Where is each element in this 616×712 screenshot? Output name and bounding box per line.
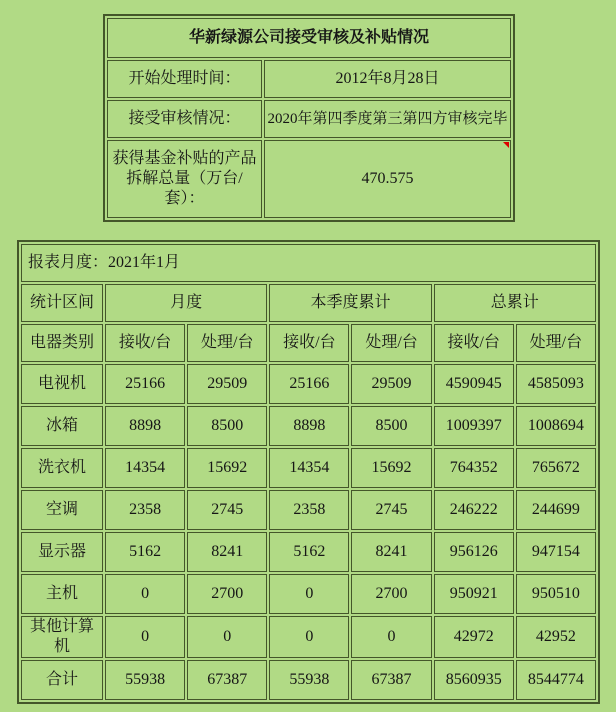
value-cell: 5162 (105, 532, 185, 572)
unit-header-col0: 电器类别 (21, 324, 103, 362)
table-row (21, 532, 596, 572)
table-row (21, 406, 596, 446)
value-cell: 1008694 (516, 406, 596, 446)
value-cell: 15692 (351, 448, 431, 488)
value-cell: 0 (105, 616, 185, 658)
value-cell: 15692 (187, 448, 267, 488)
unit-header-cell: 处理/台 (351, 324, 431, 362)
audit-status-label: 接受审核情况： (107, 100, 262, 138)
value-cell: 1009397 (434, 406, 514, 446)
summary-title: 华新绿源公司接受审核及补贴情况 (107, 18, 511, 58)
summary-title-row (107, 18, 511, 58)
category-cell: 其他计算机 (21, 616, 103, 658)
value-cell: 2700 (351, 574, 431, 614)
value-cell: 8898 (105, 406, 185, 446)
value-cell: 950921 (434, 574, 514, 614)
unit-header-cell: 处理/台 (187, 324, 267, 362)
value-cell: 244699 (516, 490, 596, 530)
value-cell: 25166 (105, 364, 185, 404)
category-cell: 显示器 (21, 532, 103, 572)
comment-marker-icon (503, 142, 509, 148)
value-cell: 8898 (269, 406, 349, 446)
start-time-label: 开始处理时间： (107, 60, 262, 98)
report-month-value: 2021年1月 (108, 254, 181, 271)
value-cell: 0 (269, 574, 349, 614)
value-cell: 67387 (187, 660, 267, 700)
value-cell: 55938 (105, 660, 185, 700)
value-cell: 246222 (434, 490, 514, 530)
category-cell: 冰箱 (21, 406, 103, 446)
unit-header-cell: 接收/台 (434, 324, 514, 362)
value-cell: 8544774 (516, 660, 596, 700)
period-header-quarter: 本季度累计 (269, 284, 431, 322)
table-row (21, 574, 596, 614)
report-table (17, 240, 600, 704)
report-month-label: 报表月度： (28, 254, 109, 271)
period-header-month: 月度 (105, 284, 267, 322)
unit-header-cell: 处理/台 (516, 324, 596, 362)
period-header-total: 总累计 (434, 284, 596, 322)
value-cell: 2745 (351, 490, 431, 530)
category-cell: 合计 (21, 660, 103, 700)
value-cell: 950510 (516, 574, 596, 614)
unit-header-row (21, 324, 596, 362)
value-cell: 2745 (187, 490, 267, 530)
period-header-row (21, 284, 596, 322)
table-row (21, 616, 596, 658)
value-cell: 8241 (187, 532, 267, 572)
category-cell: 电视机 (21, 364, 103, 404)
value-cell: 2358 (105, 490, 185, 530)
audit-status-value: 2020年第四季度第三第四方审核完毕 (264, 100, 511, 138)
subsidy-total-number: 470.575 (361, 170, 414, 187)
value-cell: 0 (269, 616, 349, 658)
value-cell: 4585093 (516, 364, 596, 404)
table-row (107, 60, 511, 98)
value-cell: 0 (105, 574, 185, 614)
value-cell: 8500 (351, 406, 431, 446)
table-row (107, 100, 511, 138)
subsidy-total-value (264, 140, 511, 218)
summary-table (103, 14, 515, 222)
value-cell: 765672 (516, 448, 596, 488)
report-month-cell (21, 244, 596, 282)
value-cell: 8560935 (434, 660, 514, 700)
table-row (107, 140, 511, 218)
value-cell: 8241 (351, 532, 431, 572)
value-cell: 42952 (516, 616, 596, 658)
value-cell: 29509 (187, 364, 267, 404)
unit-header-cell: 接收/台 (269, 324, 349, 362)
value-cell: 947154 (516, 532, 596, 572)
report-month-row (21, 244, 596, 282)
period-header-col0: 统计区间 (21, 284, 103, 322)
value-cell: 4590945 (434, 364, 514, 404)
table-row (21, 364, 596, 404)
category-cell: 洗衣机 (21, 448, 103, 488)
value-cell: 2358 (269, 490, 349, 530)
table-row (21, 448, 596, 488)
value-cell: 956126 (434, 532, 514, 572)
category-cell: 空调 (21, 490, 103, 530)
value-cell: 2700 (187, 574, 267, 614)
value-cell: 14354 (269, 448, 349, 488)
start-time-value: 2012年8月28日 (264, 60, 511, 98)
value-cell: 764352 (434, 448, 514, 488)
table-row (21, 490, 596, 530)
value-cell: 25166 (269, 364, 349, 404)
value-cell: 29509 (351, 364, 431, 404)
table-row (21, 660, 596, 700)
value-cell: 55938 (269, 660, 349, 700)
value-cell: 67387 (351, 660, 431, 700)
value-cell: 0 (187, 616, 267, 658)
category-cell: 主机 (21, 574, 103, 614)
value-cell: 0 (351, 616, 431, 658)
value-cell: 8500 (187, 406, 267, 446)
value-cell: 5162 (269, 532, 349, 572)
unit-header-cell: 接收/台 (105, 324, 185, 362)
subsidy-total-label: 获得基金补贴的产品拆解总量（万台/套）： (107, 140, 262, 218)
value-cell: 14354 (105, 448, 185, 488)
value-cell: 42972 (434, 616, 514, 658)
